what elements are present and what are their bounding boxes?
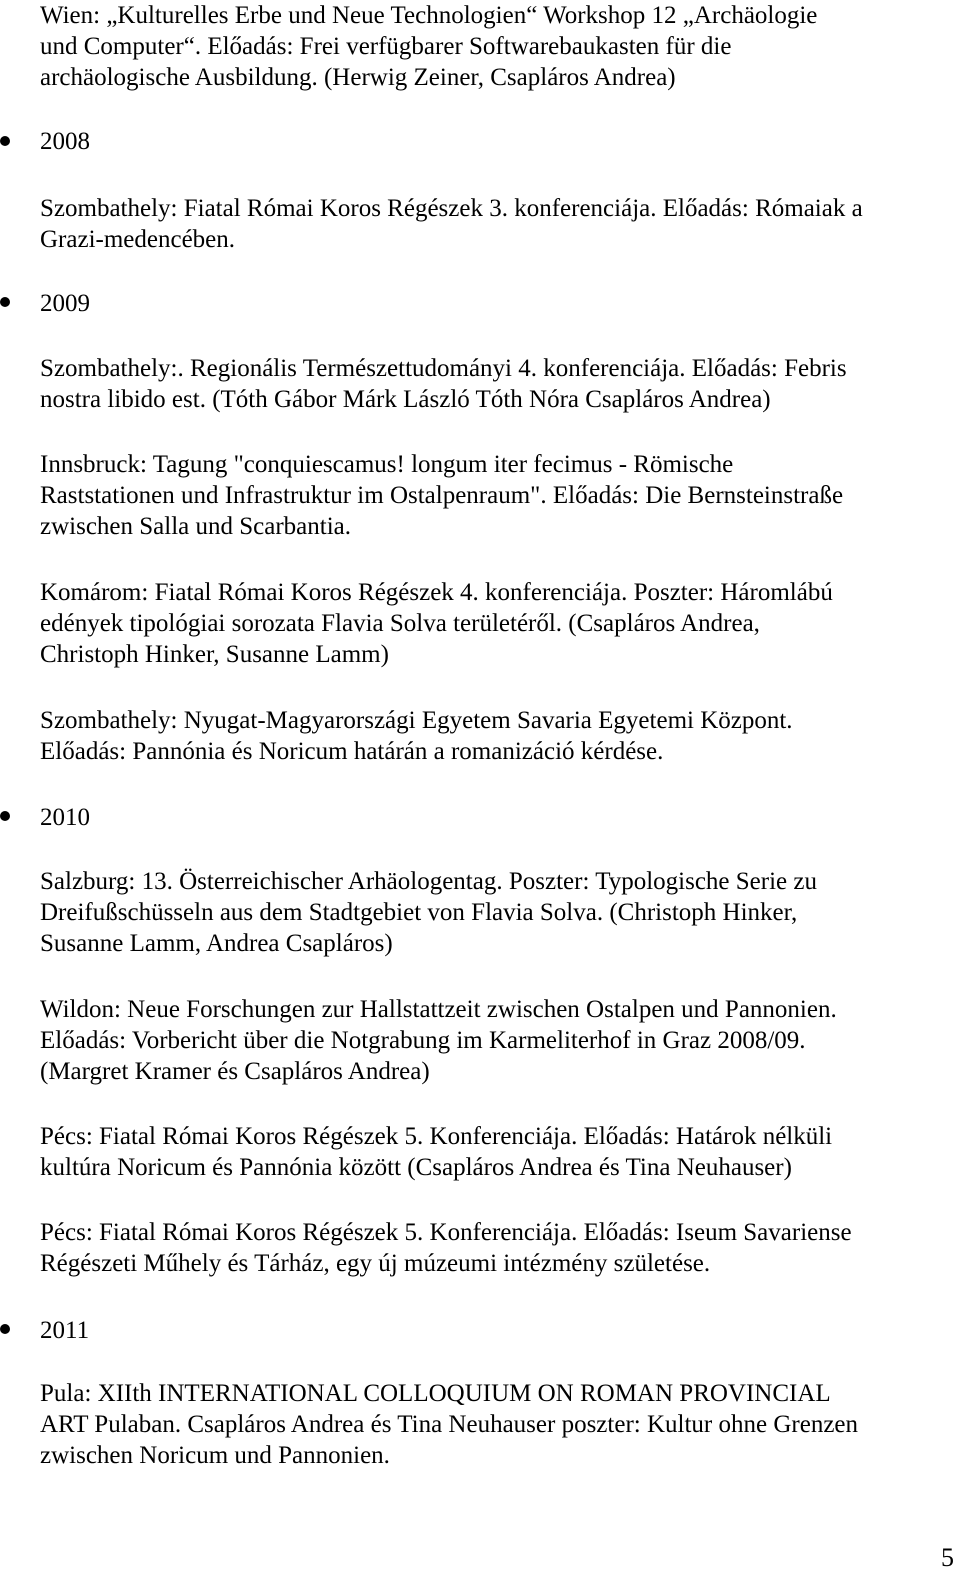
bullet-icon [0, 297, 10, 307]
entry-innsbruck: Innsbruck: Tagung "conquiescamus! longum iter fecimus - Römische Raststationen und Infrastruktur im Ostalpenraum". Előadás: Die Bernsteinstraße zwischen Salla und Scarbantia. [40, 451, 844, 540]
year-heading-2011: 2011 [40, 1317, 90, 1344]
entry-pula: Pula: XIIth INTERNATIONAL COLLOQUIUM ON ROMAN PROVINCIAL ART Pulaban. Csapláros Andrea és Tina Neuhauser poszter: Kultur ohne Grenzen zwischen Noricum und Pannonien. [40, 1380, 859, 1469]
entry-wien: Wien: „Kulturelles Erbe und Neue Technologien“ Workshop 12 „Archäologie und Computer“. Előadás: Frei verfügbarer Softwarebaukasten für die archäologische Ausbildung. (Herwig Zeiner, Csapláros Andrea) [40, 2, 818, 91]
entry-pecs-2: Pécs: Fiatal Római Koros Régészek 5. Konferenciája. Előadás: Iseum Savariense Régészeti Műhely és Tárház, egy új múzeumi intézmény születése. [40, 1219, 852, 1277]
bullet-icon [0, 1324, 10, 1334]
entry-szombathely-2009: Szombathely:. Regionális Természettudományi 4. konferenciája. Előadás: Febris nostra libido est. (Tóth Gábor Márk László Tóth Nóra Csapláros Andrea) [40, 355, 847, 413]
entry-wildon: Wildon: Neue Forschungen zur Hallstattzeit zwischen Ostalpen und Pannonien. Előadás: Vorbericht über die Notgrabung im Karmeliterhof in Graz 2008/09. (Margret Kramer és Csapláros Andrea) [40, 996, 837, 1085]
entry-komarom: Komárom: Fiatal Római Koros Régészek 4. konferenciája. Poszter: Háromlábú edények tipológiai sorozata Flavia Solva területéről. (Csapláros Andrea, Christoph Hinker, Susanne Lamm) [40, 579, 833, 668]
entry-szombathely-2008: Szombathely: Fiatal Római Koros Régészek 3. konferenciája. Előadás: Rómaiak a Grazi-medencében. [40, 195, 863, 253]
page-number: 5 [941, 1543, 954, 1572]
entry-szombathely-nyme: Szombathely: Nyugat-Magyarországi Egyetem Savaria Egyetemi Központ. Előadás: Pannónia és Noricum határán a romanizáció kérdése. [40, 707, 793, 765]
entry-salzburg: Salzburg: 13. Österreichischer Arhäologentag. Poszter: Typologische Serie zu Dreifußschüsseln aus dem Stadtgebiet von Flavia Solva. (Christoph Hinker, Susanne Lamm, Andrea Csapláros) [40, 868, 817, 957]
entry-pecs-1: Pécs: Fiatal Római Koros Régészek 5. Konferenciája. Előadás: Határok nélküli kultúra Noricum és Pannónia között (Csapláros Andrea és Tina Neuhauser) [40, 1123, 833, 1181]
year-heading-2010: 2010 [40, 804, 90, 831]
bullet-icon [0, 811, 10, 821]
year-heading-2008: 2008 [40, 128, 90, 155]
year-heading-2009: 2009 [40, 290, 90, 317]
bullet-icon [0, 136, 10, 146]
